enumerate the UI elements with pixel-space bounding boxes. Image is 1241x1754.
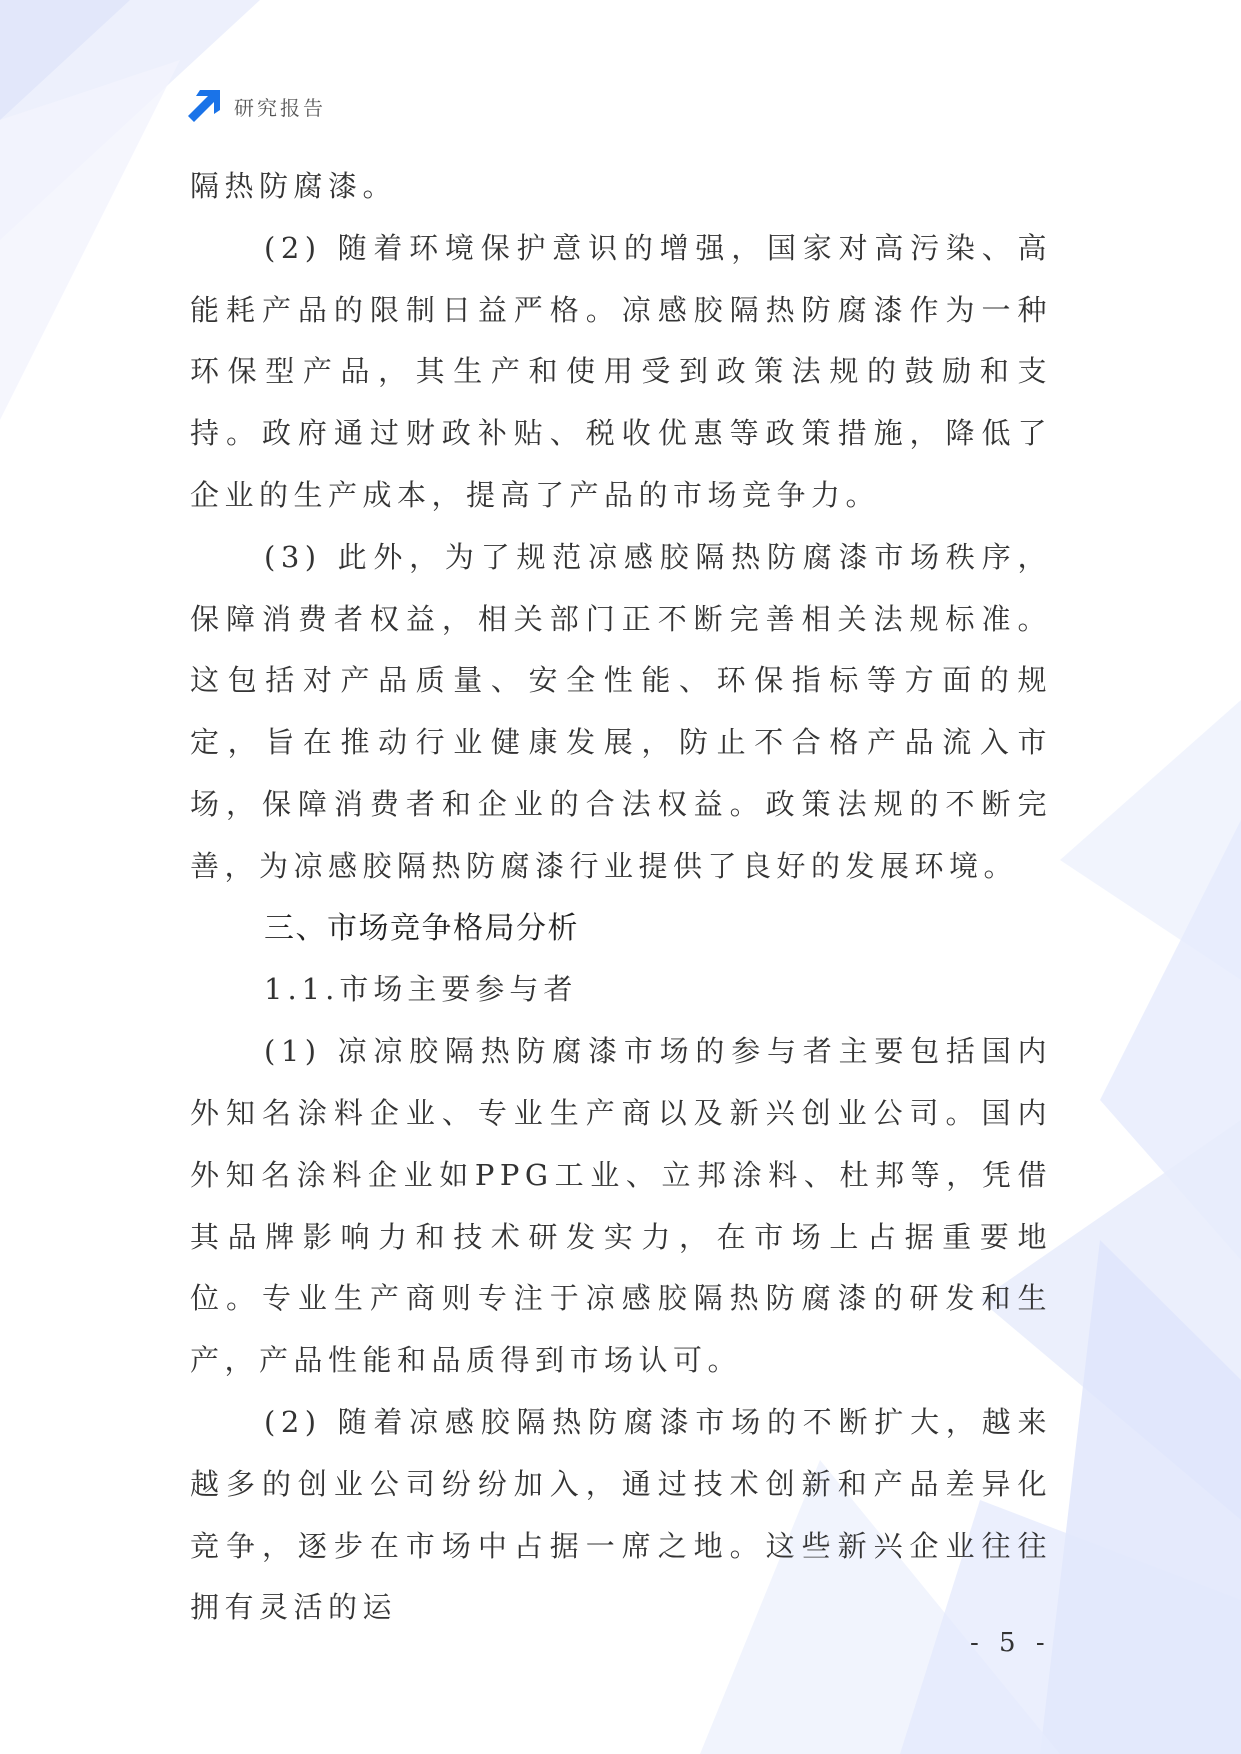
section-heading: 三、市场竞争格局分析 xyxy=(264,910,579,946)
paragraph-continued: 隔热防腐漆。 xyxy=(190,169,398,203)
header-title: 研究报告 xyxy=(234,95,326,120)
paragraph-policy-3: (3) 此外，为了规范凉感胶隔热防腐漆市场秩序，保障消费者权益，相关部门正不断完善相关法规标准。这包括对产品质量、安全性能、环保指标等方面的规定，旨在推动行业健康发展，防止不合格产品流入市场，保障消费者和企业的合法权益。政策法规的不断完善，为凉感胶隔热防腐漆行业提供了良好的发展环境。 xyxy=(190,539,1052,883)
paragraph-policy-2: (2) 随着环境保护意识的增强，国家对高污染、高能耗产品的限制日益严格。凉感胶隔热防腐漆作为一种环保型产品，其生产和使用受到政策法规的鼓励和支持。政府通过财政补贴、税收优惠等政策措施，降低了企业的生产成本，提高了产品的市场竞争力。 xyxy=(190,230,1052,512)
arrow-logo-icon xyxy=(186,88,222,124)
paragraph-participants-1: (1) 凉凉胶隔热防腐漆市场的参与者主要包括国内外知名涂料企业、专业生产商以及新兴创业公司。国内外知名涂料企业如PPG工业、立邦涂料、杜邦等，凭借其品牌影响力和技术研发实力，在市场上占据重要地位。专业生产商则专注于凉感胶隔热防腐漆的研发和生产，产品性能和品质得到市场认可。 xyxy=(190,1034,1052,1378)
page-number: - 5 - xyxy=(970,1628,1051,1658)
paragraph-participants-2: (2) 随着凉感胶隔热防腐漆市场的不断扩大，越来越多的创业公司纷纷加入，通过技术创新和产品差异化竞争，逐步在市场中占据一席之地。这些新兴企业往往拥有灵活的运 xyxy=(190,1404,1052,1625)
report-header xyxy=(186,88,326,124)
subsection-heading: 1.1.市场主要参与者 xyxy=(264,972,578,1007)
document-body xyxy=(190,156,1052,1639)
